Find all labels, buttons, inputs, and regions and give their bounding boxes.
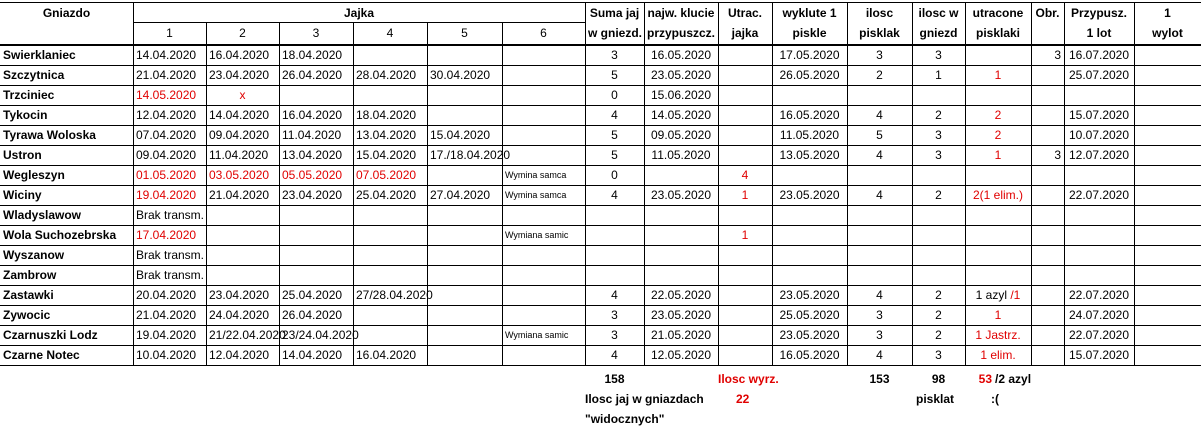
egg-date-2[interactable]: 24.04.2020 <box>209 308 270 322</box>
nest-name[interactable]: Zywocic <box>3 308 51 322</box>
summary-eggs-label[interactable]: Ilosc jaj w gniazdach <box>585 392 704 406</box>
cell-ilosc[interactable]: 4 <box>876 108 883 122</box>
egg-date-3[interactable]: 13.04.2020 <box>282 148 343 162</box>
nest-note[interactable]: Wymiana samic <box>505 230 569 240</box>
cell-utr[interactable]: 1 <box>994 68 1002 82</box>
nest-name[interactable]: Czarne Notec <box>3 348 80 362</box>
cell-wykl[interactable]: 16.05.2020 <box>779 348 840 362</box>
egg-date-3[interactable]: 23/24.04.2020 <box>282 328 359 342</box>
cell-ilosc[interactable]: 5 <box>876 128 883 142</box>
header-ilosc-pisklak-line2[interactable]: pisklak <box>859 26 900 40</box>
nest-name[interactable]: Wegleszyn <box>3 168 65 182</box>
egg-date-4[interactable]: 28.04.2020 <box>356 68 417 82</box>
cell-najw[interactable]: 23.05.2020 <box>650 188 712 202</box>
cell-najw[interactable]: 14.05.2020 <box>650 108 712 122</box>
cell-ilosc[interactable]: 4 <box>876 148 883 162</box>
header-egg-number[interactable]: 1 <box>166 26 173 40</box>
cell-przyp[interactable]: 22.07.2020 <box>1068 328 1130 342</box>
cell-najw[interactable]: 16.05.2020 <box>650 48 712 62</box>
nest-name[interactable]: Wyszanow <box>3 248 65 262</box>
egg-date-4[interactable]: 25.04.2020 <box>356 188 417 202</box>
cell-iloscw[interactable]: 1 <box>935 68 942 82</box>
nest-note[interactable]: Wymina samca <box>505 190 567 200</box>
cell-suma[interactable]: 5 <box>611 68 618 82</box>
header-obr-line1[interactable]: Obr. <box>1035 6 1060 20</box>
nest-name[interactable]: Tyrawa Woloska <box>3 128 96 142</box>
grid-line-col <box>718 44 719 366</box>
cell-najw[interactable]: 15.06.2020 <box>650 88 712 102</box>
egg-date-2[interactable]: 16.04.2020 <box>209 48 270 62</box>
nest-name[interactable]: Swierklaniec <box>3 48 76 62</box>
egg-date-2[interactable]: 03.05.2020 <box>209 168 270 182</box>
nest-name[interactable]: Tykocin <box>3 108 48 122</box>
header-ilosc-gniezd-line2[interactable]: gniezd <box>919 26 958 40</box>
cell-utrac[interactable]: 1 <box>741 228 749 242</box>
egg-date-1[interactable]: 01.05.2020 <box>136 168 197 182</box>
egg-date-4[interactable]: 15.04.2020 <box>356 148 417 162</box>
cell-przyp[interactable]: 16.07.2020 <box>1068 48 1130 62</box>
cell-obr[interactable]: 3 <box>1054 48 1061 62</box>
cell-ilosc[interactable]: 3 <box>876 48 883 62</box>
cell-wykl[interactable]: 13.05.2020 <box>779 148 840 162</box>
egg-date-1[interactable]: 12.04.2020 <box>136 108 197 122</box>
egg-date-1[interactable]: Brak transm. <box>136 208 205 222</box>
egg-date-4[interactable]: 13.04.2020 <box>356 128 417 142</box>
egg-date-5[interactable]: 17./18.04.2020 <box>430 148 511 162</box>
summary-pisklat[interactable]: pisklat <box>916 392 955 406</box>
cell-suma[interactable]: 3 <box>611 328 618 342</box>
egg-date-2[interactable]: 23.04.2020 <box>209 68 270 82</box>
summary-smiley[interactable]: :( <box>991 392 999 406</box>
nest-name[interactable]: Wola Suchozebrska <box>3 228 117 242</box>
nest-name[interactable]: Wiciny <box>3 188 42 202</box>
grid-line-col <box>353 44 354 366</box>
grid-line-row <box>0 365 1201 366</box>
header-suma-line2[interactable]: w gniezd. <box>588 26 642 40</box>
cell-suma[interactable]: 3 <box>611 308 618 322</box>
egg-date-1[interactable]: 07.04.2020 <box>136 128 197 142</box>
summary-utracone-azyl[interactable]: /2 azyl <box>995 372 1032 386</box>
cell-iloscw[interactable]: 2 <box>935 188 942 202</box>
cell-utrac[interactable]: 4 <box>741 168 749 182</box>
header-jajka[interactable]: Jajka <box>343 6 375 20</box>
cell-przyp[interactable]: 24.07.2020 <box>1068 308 1130 322</box>
cell-przyp[interactable]: 15.07.2020 <box>1068 348 1130 362</box>
cell-ilosc[interactable]: 4 <box>876 188 883 202</box>
cell-wykl[interactable]: 25.05.2020 <box>779 308 840 322</box>
egg-date-4[interactable]: 16.04.2020 <box>356 348 417 362</box>
egg-date-5[interactable]: 27.04.2020 <box>430 188 491 202</box>
cell-suma[interactable]: 4 <box>611 188 618 202</box>
header-ilosc-pisklak-line1[interactable]: ilosc <box>865 6 894 20</box>
egg-date-4[interactable]: 18.04.2020 <box>356 108 417 122</box>
summary-visible[interactable]: "widocznych" <box>585 412 665 426</box>
utr-azyl-red: /1 <box>1010 288 1021 302</box>
cell-przyp[interactable]: 15.07.2020 <box>1068 108 1130 122</box>
header-egg-number[interactable]: 2 <box>239 26 246 40</box>
cell-obr[interactable]: 3 <box>1054 148 1061 162</box>
cell-utr[interactable]: 1 <box>994 148 1002 162</box>
egg-date-1[interactable]: 21.04.2020 <box>136 308 197 322</box>
egg-date-5[interactable]: 30.04.2020 <box>430 68 491 82</box>
cell-najw[interactable]: 12.05.2020 <box>650 348 712 362</box>
egg-date-3[interactable]: 14.04.2020 <box>282 348 343 362</box>
egg-date-2[interactable]: 09.04.2020 <box>209 128 270 142</box>
header-egg-number[interactable]: 6 <box>540 26 547 40</box>
cell-najw[interactable]: 09.05.2020 <box>650 128 712 142</box>
egg-date-1[interactable]: 19.04.2020 <box>136 188 197 202</box>
cell-suma[interactable]: 4 <box>611 288 618 302</box>
cell-przyp[interactable]: 10.07.2020 <box>1068 128 1130 142</box>
nest-name[interactable]: Szczytnica <box>3 68 65 82</box>
summary-suma[interactable]: 158 <box>604 372 625 386</box>
header-najw-klucie-line2[interactable]: przypuszcz. <box>647 26 716 40</box>
summary-iloscw[interactable]: 98 <box>931 372 946 386</box>
cell-ilosc[interactable]: 2 <box>876 68 883 82</box>
nest-name[interactable]: Wladyslawow <box>3 208 82 222</box>
cell-wykl[interactable]: 26.05.2020 <box>779 68 840 82</box>
cell-utr[interactable]: 2 <box>994 108 1002 122</box>
egg-date-5[interactable]: 15.04.2020 <box>430 128 491 142</box>
header-utracone-line1[interactable]: utracone <box>972 6 1024 20</box>
cell-wykl[interactable]: 23.05.2020 <box>779 188 840 202</box>
cell-przyp[interactable]: 25.07.2020 <box>1068 68 1130 82</box>
cell-najw[interactable]: 21.05.2020 <box>650 328 712 342</box>
cell-przyp[interactable]: 22.07.2020 <box>1068 188 1130 202</box>
cell-przyp[interactable]: 12.07.2020 <box>1068 148 1130 162</box>
cell-ilosc[interactable]: 3 <box>876 328 883 342</box>
egg-date-4[interactable]: 07.05.2020 <box>356 168 417 182</box>
egg-date-3[interactable]: 25.04.2020 <box>282 288 343 302</box>
egg-date-2[interactable]: 11.04.2020 <box>209 148 269 162</box>
cell-najw[interactable]: 23.05.2020 <box>650 68 712 82</box>
egg-date-1[interactable]: 17.04.2020 <box>136 228 197 242</box>
nest-name[interactable]: Ustron <box>3 148 42 162</box>
cell-iloscw[interactable]: 2 <box>935 328 942 342</box>
egg-date-1[interactable]: 21.04.2020 <box>136 68 197 82</box>
cell-wykl[interactable]: 11.05.2020 <box>779 128 840 142</box>
nest-name[interactable]: Czarnuszki Lodz <box>3 328 98 342</box>
header-suma-line1[interactable]: Suma jaj <box>589 6 640 20</box>
header-egg-number[interactable]: 4 <box>386 26 394 40</box>
utr-azyl: 1 azyl <box>975 288 1011 302</box>
header-wylot-line2[interactable]: wylot <box>1152 26 1183 40</box>
egg-date-1[interactable]: 14.05.2020 <box>136 88 197 102</box>
header-przypusz-line2[interactable]: 1 lot <box>1086 26 1112 40</box>
header-przypusz-line1[interactable]: Przypusz. <box>1070 6 1127 20</box>
summary-ilosc[interactable]: 153 <box>869 372 890 386</box>
cell-iloscw[interactable]: 2 <box>935 288 942 302</box>
cell-suma[interactable]: 0 <box>611 168 618 182</box>
cell-suma[interactable]: 5 <box>611 148 618 162</box>
summary-ilosc-wyrz[interactable]: Ilosc wyrz. <box>718 372 779 386</box>
egg-date-1[interactable]: Brak transm. <box>136 268 205 282</box>
egg-date-1[interactable]: 09.04.2020 <box>136 148 197 162</box>
egg-date-3[interactable]: 05.05.2020 <box>282 168 343 182</box>
cell-utr[interactable]: 1 elim. <box>980 348 1016 362</box>
header-utrac-jajka-line2[interactable]: jajka <box>731 26 759 40</box>
egg-date-1[interactable]: Brak transm. <box>136 248 205 262</box>
nest-name[interactable]: Zambrow <box>3 268 57 282</box>
egg-date-3[interactable]: 11.04.2020 <box>282 128 342 142</box>
cell-iloscw[interactable]: 2 <box>935 308 942 322</box>
nest-name[interactable]: Zastawki <box>3 288 54 302</box>
cell-utr[interactable]: 1 <box>994 308 1002 322</box>
nest-name[interactable]: Trzciniec <box>3 88 55 102</box>
cell-iloscw[interactable]: 3 <box>935 128 942 142</box>
egg-date-3[interactable]: 18.04.2020 <box>282 48 343 62</box>
header-ilosc-gniezd-line1[interactable]: ilosc w <box>918 6 959 20</box>
cell-ilosc[interactable]: 4 <box>876 348 883 362</box>
egg-date-2[interactable]: 14.04.2020 <box>209 108 270 122</box>
cell-suma[interactable]: 4 <box>611 108 618 122</box>
header-utrac-jajka-line1[interactable]: Utrac. <box>727 6 762 20</box>
egg-date-2[interactable]: x <box>239 88 246 102</box>
grid-line-top <box>0 2 1201 3</box>
cell-utr[interactable]: 2(1 elim.) <box>972 188 1023 202</box>
egg-date-3[interactable]: 26.04.2020 <box>282 308 343 322</box>
cell-utr[interactable] <box>965 286 1031 305</box>
cell-suma[interactable]: 5 <box>611 128 618 142</box>
cell-najw[interactable]: 22.05.2020 <box>650 288 712 302</box>
cell-wykl[interactable]: 23.05.2020 <box>779 328 840 342</box>
grid-line-col <box>1031 44 1032 366</box>
header-najw-klucie-line1[interactable]: najw. klucie <box>647 6 715 20</box>
cell-ilosc[interactable]: 3 <box>876 308 883 322</box>
header-utracone-line2[interactable]: pisklaki <box>975 26 1021 40</box>
cell-przyp[interactable]: 22.07.2020 <box>1068 288 1130 302</box>
egg-date-2[interactable]: 21/22.04.2020 <box>209 328 286 342</box>
cell-iloscw[interactable]: 3 <box>935 148 942 162</box>
grid-line-col <box>502 44 503 366</box>
egg-date-4[interactable]: 27/28.04.2020 <box>356 288 433 302</box>
cell-wykl[interactable]: 17.05.2020 <box>779 48 840 62</box>
cell-suma[interactable]: 0 <box>611 88 618 102</box>
header-wyklute-line2[interactable]: piskle <box>792 26 827 40</box>
nest-note[interactable]: Wymina samca <box>505 170 567 180</box>
grid-line-col <box>427 44 428 366</box>
cell-suma[interactable]: 4 <box>611 348 618 362</box>
nest-note[interactable]: Wymiana samic <box>505 330 569 340</box>
cell-suma[interactable]: 3 <box>611 48 618 62</box>
cell-ilosc[interactable]: 4 <box>876 288 883 302</box>
egg-date-2[interactable]: 23.04.2020 <box>209 288 270 302</box>
summary-utracone-red[interactable]: 53 <box>978 372 992 386</box>
egg-date-3[interactable]: 26.04.2020 <box>282 68 343 82</box>
egg-date-3[interactable]: 23.04.2020 <box>282 188 343 202</box>
cell-wykl[interactable]: 23.05.2020 <box>779 288 840 302</box>
egg-date-1[interactable]: 10.04.2020 <box>136 348 197 362</box>
cell-iloscw[interactable]: 3 <box>935 48 942 62</box>
header-wylot-line1[interactable]: 1 <box>1164 6 1171 20</box>
egg-date-1[interactable]: 20.04.2020 <box>136 288 197 302</box>
grid-line-col <box>1134 44 1135 366</box>
egg-date-3[interactable]: 16.04.2020 <box>282 108 343 122</box>
egg-date-2[interactable]: 21.04.2020 <box>209 188 270 202</box>
cell-wykl[interactable]: 16.05.2020 <box>779 108 840 122</box>
header-egg-number[interactable]: 3 <box>312 26 320 40</box>
cell-iloscw[interactable]: 2 <box>935 108 942 122</box>
egg-date-1[interactable]: 19.04.2020 <box>136 328 197 342</box>
cell-utr[interactable]: 2 <box>994 128 1002 142</box>
egg-date-2[interactable]: 12.04.2020 <box>209 348 270 362</box>
cell-utrac[interactable]: 1 <box>741 188 749 202</box>
cell-najw[interactable]: 23.05.2020 <box>650 308 712 322</box>
egg-date-1[interactable]: 14.04.2020 <box>136 48 197 62</box>
cell-iloscw[interactable]: 3 <box>935 348 942 362</box>
summary-eggs-value[interactable]: 22 <box>736 392 750 406</box>
cell-utr[interactable]: 1 Jastrz. <box>975 328 1021 342</box>
cell-najw[interactable]: 11.05.2020 <box>651 148 711 162</box>
header-egg-number[interactable]: 5 <box>461 26 468 40</box>
header-wyklute-line1[interactable]: wyklute 1 <box>782 6 837 20</box>
header-gniazdo[interactable]: Gniazdo <box>42 6 91 20</box>
